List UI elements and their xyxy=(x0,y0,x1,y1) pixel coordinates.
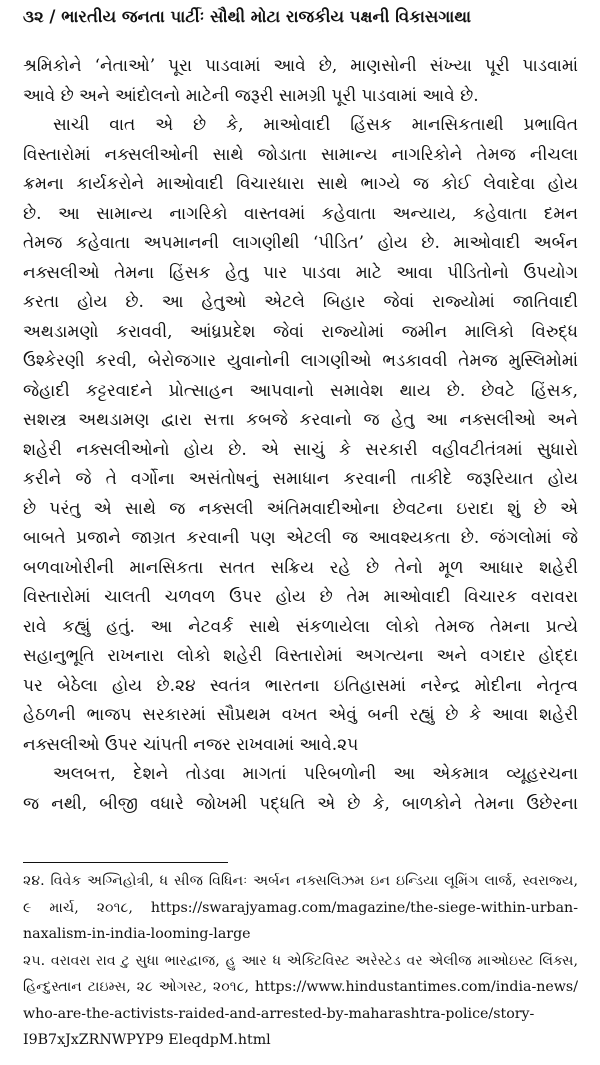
text-line: આવે છે અને આંદોલનો માટેની જરૂરી સામગ્રી પૂરી પાડવામાં આવે છે. xyxy=(23,85,479,106)
text-line: અથડામણો કરાવવી, આંધ્રપ્રદેશ જેવાં રાજ્યોમાં જમીન માલિકો વિરુદ્ધ xyxy=(23,321,578,342)
text-line: શ્રમિકોને ‘નેતાઓ’ પૂરા પાડવામાં આવે છે, માણસોની સંખ્યા પૂરી પાડવામાં xyxy=(23,56,578,76)
footnote-line: હિન્દુસ્તાન ટાઇમ્સ, ૨૮ ઓગસ્ટ, ૨૦૧૮, https://www.hindustantimes.com/india-news/ xyxy=(23,979,578,995)
footnote-line: who-are-the-activists-raided-and-arrested-by-maharashtra-police/story- xyxy=(23,1005,535,1022)
footnote-line: naxalism-in-india-looming-large xyxy=(23,926,251,942)
text-line: બાબતે પ્રજાને જાગ્રત કરવાની પણ એટલી જ આવશ્યકતા છે. જંગલોમાં જે xyxy=(23,528,578,548)
text-line: છે પરંતુ એ સાથે જ નક્સલી અંતિમવાદીઓના છેવટના ઇરાદા શું છે એ xyxy=(23,498,578,519)
footnote-line: ૨૫. વરાવરા રાવ ટુ સુધા ભારદ્વાજ, હુ આર ધ એક્ટિવિસ્ટ અરેસ્ટેડ વર એલીજ માઓઇસ્ટ લિંક્સ, xyxy=(23,952,578,969)
text-line: નક્સલીઓ તેમના હિંસક હેતુ પાર પાડવા માટે આવા પીડિતોનો ઉપયોગ xyxy=(23,262,578,283)
text-line: પર બેઠેલા હોય છે.૨૪ સ્વતંત્ર ભારતના ઇતિહાસમાં નરેન્દ્ર મોદીના નેતૃત્વ xyxy=(23,675,578,696)
text-line: તેમજ કહેવાતા અપમાનની લાગણીથી ‘પીડિત’ હોય છે. માઓવાદી અર્બન xyxy=(23,233,578,253)
text-line: જેહાદી કટ્ટરવાદને પ્રોત્સાહન આપવાનો સમાવેશ થાય છે. છેવટે હિંસક, xyxy=(23,380,578,401)
text-line: નક્સલીઓ ઉપર ચાંપતી નજર રાખવામાં આવે.૨૫ xyxy=(23,734,359,755)
text-line: કરીને જે તે વર્ગોના અસંતોષનું સમાધાન કરવાની તાકીદે જરૂરિયાત હોય xyxy=(23,469,578,489)
footnotes xyxy=(23,868,578,1054)
text-line: જ નથી, બીજી વધારે જોખમી પદ્ધતિ એ છે કે, બાળકોને તેમના ઉછેરના xyxy=(23,793,578,814)
text-line: કરતા હોય છે. આ હેતુઓ એટલે બિહાર જેવાં રાજ્યોમાં જાતિવાદી xyxy=(23,292,578,312)
body-text xyxy=(23,52,578,819)
text-line: સહાનુભૂતિ રાખનારા લોકો શહેરી વિસ્તારોમાં અગત્યના અને વગદાર હોદ્દા xyxy=(23,646,578,666)
text-line: શહેરી નક્સલીઓનો હોય છે. એ સાચું કે સરકારી વહીવટીતંત્રમાં સુધારો xyxy=(23,439,578,460)
footnote-divider xyxy=(23,862,228,863)
text-line: ઉશ્કેરણી કરવી, બેરોજગાર યુવાનોની લાગણીઓ ભડકાવવી તેમજ મુસ્લિમોમાં xyxy=(23,351,578,371)
text-line: રાવે કહ્યું હતું. આ નેટવર્ક સાથે સંકળાયેલા લોકો તેમજ તેમના પ્રત્યે xyxy=(23,616,578,637)
text-line: હેઠળની ભાજપ સરકારમાં સૌપ્રથમ વખત એવું બની રહ્યું છે કે આવા શહેરી xyxy=(23,705,578,725)
text-line: વિસ્તારોમાં નક્સલીઓની સાથે જોડાતા સામાન્ય નાગરિકોને તેમજ નીચલા xyxy=(23,144,578,165)
text-line: વિસ્તારોમાં ચાલતી ચળવળ ઉપર હોય છે તેમ માઓવાદી વિચારક વરાવરા xyxy=(23,587,578,607)
text-line: બળવાખોરીની માનસિકતા સતત સક્રિય રહે છે તેનો મૂળ આધાર શહેરી xyxy=(23,557,578,578)
text-line: સાચી વાત એ છે કે, માઓવાદી હિંસક માનસિકતાથી પ્રભાવિત xyxy=(53,115,578,135)
footnote-line: ૨૪. વિવેક અગ્નિહોત્રી, ધ સીજ વિધિનઃ અર્બન નક્સલિઝમ ઇન ઇન્ડિયા લૂમિંગ લાર્જ, સ્વરાજ્ય, xyxy=(23,873,578,889)
text-line: સશસ્ત્ર અથડામણ દ્વારા સત્તા કબજે કરવાનો જ હેતુ આ નક્સલીઓ અને xyxy=(23,410,578,430)
text-line: ક્રમના કાર્યકરોને માઓવાદી વિચારધારા સાથે ભાગ્યે જ કોઈ લેવાદેવા હોય xyxy=(23,174,578,194)
running-header: ૩૨ / ભારતીય જનતા પાર્ટીઃ સૌથી મોટા રાજકીય પક્ષની વિકાસગાથા xyxy=(23,7,472,26)
text-line: છે. આ સામાન્ય નાગરિકો વાસ્તવમાં કહેવાતા અન્યાય, કહેવાતા દમન xyxy=(23,203,578,224)
footnote-line: I9B7xJxZRNWPYP9 EleqdpM.html xyxy=(23,1032,271,1048)
text-line: અલબત્ત, દેશને તોડવા માગતાં પરિબળોની આ એકમાત્ર વ્યૂહરચના xyxy=(53,764,578,784)
footnote-line: ૯ માર્ચ, ૨૦૧૮, https://swarajyamag.com/magazine/the-siege-within-urban- xyxy=(23,899,578,916)
